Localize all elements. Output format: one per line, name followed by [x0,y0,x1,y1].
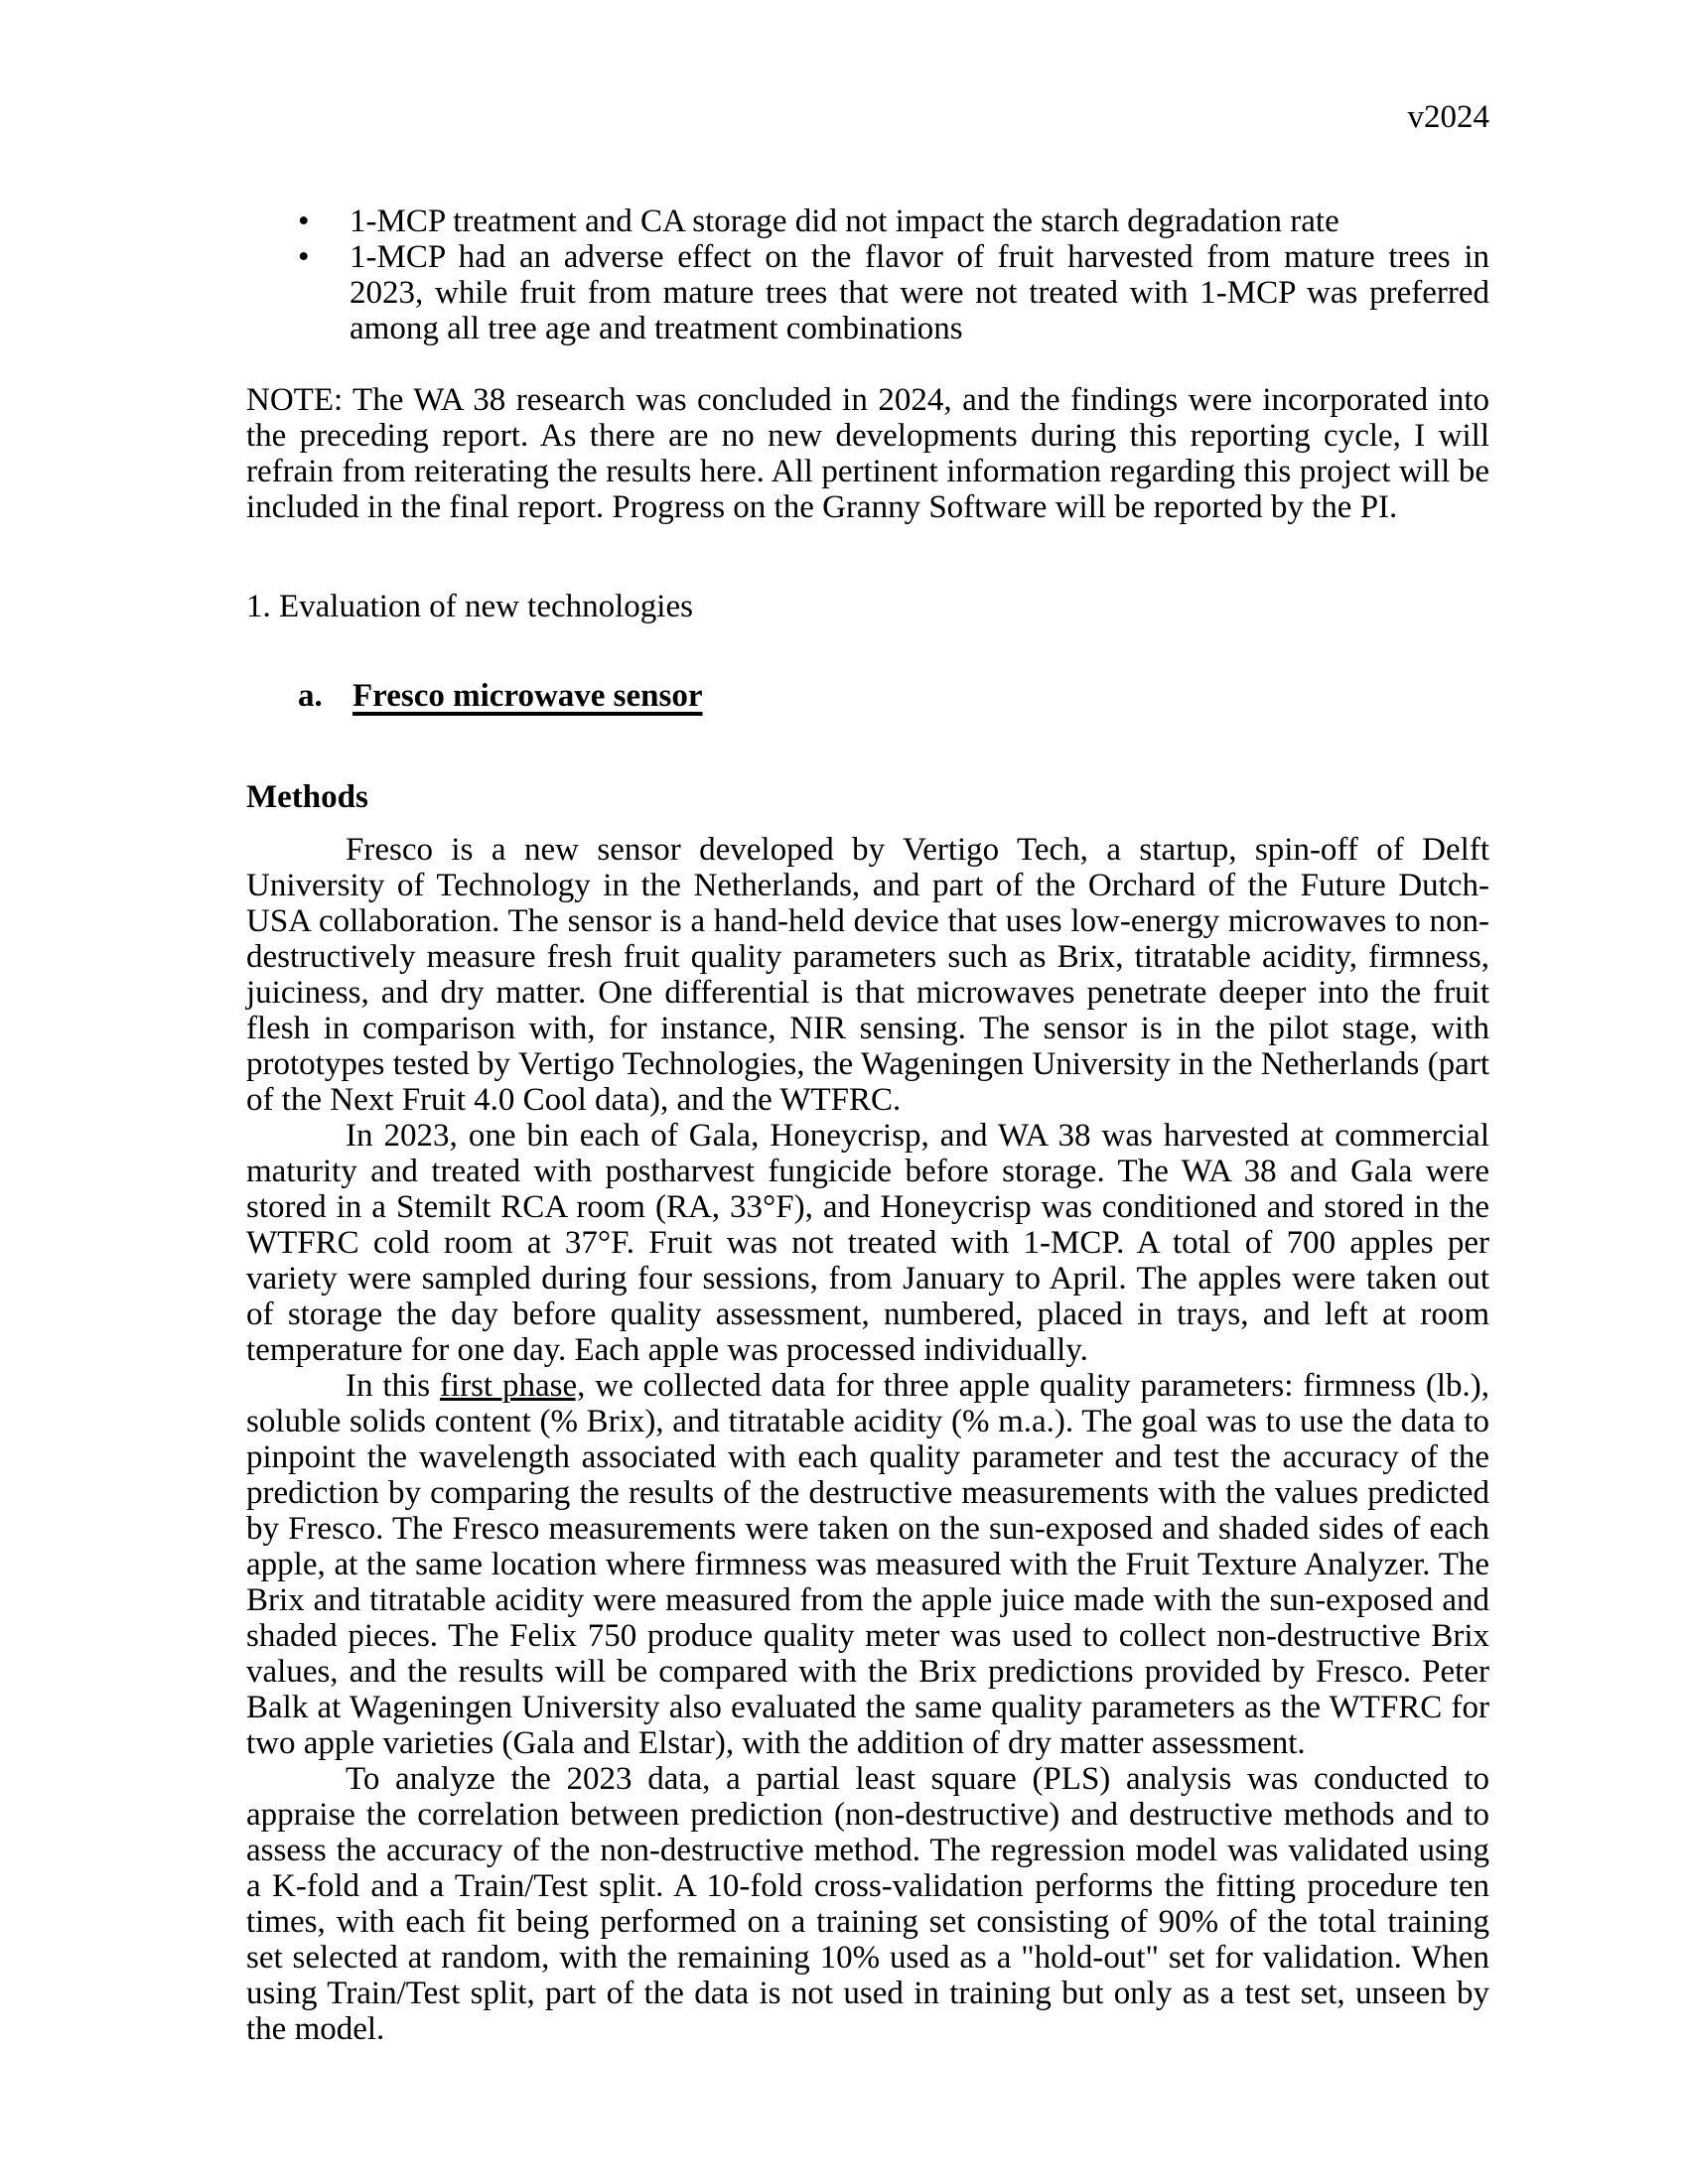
document-body [246,0,1489,2047]
methods-heading: Methods [246,779,368,815]
bullet-icon: • [298,204,310,239]
bullet-text-starch: 1-MCP treatment and CA storage did not impact the starch degradation rate [350,204,1339,239]
subsection-marker: a. [298,678,323,714]
list-item [246,204,1489,239]
bullet-icon: • [298,239,310,275]
version-tag: v2024 [1407,99,1489,135]
first-phase-underlined-text: first phase, [439,1368,586,1404]
paragraph-pls-analysis: To analyze the 2023 data, a partial least square (PLS) analysis was conducted to appraise the correlation between prediction (non-destructive) and destructive methods and to assess the accuracy of the non-destructive method. The regression model was validated using a K-fold and a Train/Test split. A 10-fold cross-validation performs the fitting procedure ten times, with each fit being performed on a training set consisting of 90% of the total training set selected at random, with the remaining 10% used as a "hold-out" set for validation. When using Train/Test split, part of the data is not used in training but only as a test set, unseen by the model. [246,1761,1489,2047]
note-paragraph: NOTE: The WA 38 research was concluded in 2024, and the findings were incorporated into the preceding report. As there are no new developments during this reporting cycle, I will refrain from reiterating the results here. All pertinent information regarding this project will be included in the final report. Progress on the Granny Software will be reported by the PI. [246,382,1489,525]
paragraph-fresco-intro: Fresco is a new sensor developed by Vertigo Tech, a startup, spin-off of Delft University of Technology in the Netherlands, and part of the Orchard of the Future Dutch-USA collaboration. The sensor is a hand-held device that uses low-energy microwaves to non-destructively measure fresh fruit quality parameters such as Brix, titratable acidity, firmness, juiciness, and dry matter. One differential is that microwaves penetrate deeper into the fruit flesh in comparison with, for instance, NIR sensing. The sensor is in the pilot stage, with prototypes tested by Vertigo Technologies, the Wageningen University in the Netherlands (part of the Next Fruit 4.0 Cool data), and the WTFRC. [246,832,1489,1118]
summary-bullet-list [246,204,1489,346]
subsection-title: Fresco microwave sensor [352,678,703,714]
bullet-text-flavor: 1-MCP had an adverse effect on the flavor of fruit harvested from mature trees in 2023, while fruit from mature trees that were not treated with 1-MCP was preferred among all tree age and treatment combinations [350,239,1489,346]
paragraph-first-phase [246,1368,1489,1761]
subsection-heading-fresco [246,678,1489,714]
list-item [246,239,1489,346]
section-heading-evaluation: 1. Evaluation of new technologies [246,589,693,624]
first-phase-text-pre: In this [346,1368,440,1404]
paragraph-2023-harvest: In 2023, one bin each of Gala, Honeycrisp, and WA 38 was harvested at commercial maturity and treated with postharvest fungicide before storage. The WA 38 and Gala were stored in a Stemilt RCA room (RA, 33°F), and Honeycrisp was conditioned and stored in the WTFRC cold room at 37°F. Fruit was not treated with 1-MCP. A total of 700 apples per variety were sampled during four sessions, from January to April. The apples were taken out of storage the day before quality assessment, numbered, placed in trays, and left at room temperature for one day. Each apple was processed individually. [246,1118,1489,1368]
first-phase-text-post: we collected data for three apple quality parameters: firmness (lb.), soluble solids content (% Brix), and titratable acidity (% m.a.). The goal was to use the data to pinpoint the wavelength associated with each quality parameter and test the accuracy of the prediction by comparing the results of the destructive measurements with the values predicted by Fresco. The Fresco measurements were taken on the sun-exposed and shaded sides of each apple, at the same location where firmness was measured with the Fruit Texture Analyzer. The Brix and titratable acidity were measured from the apple juice made with the sun-exposed and shaded pieces. The Felix 750 produce quality meter was used to collect non-destructive Brix values, and the results will be compared with the Brix predictions provided by Fresco. Peter Balk at Wageningen University also evaluated the same quality parameters as the WTFRC for two apple varieties (Gala and Elstar), with the addition of dry matter assessment. [246,1368,1489,1761]
